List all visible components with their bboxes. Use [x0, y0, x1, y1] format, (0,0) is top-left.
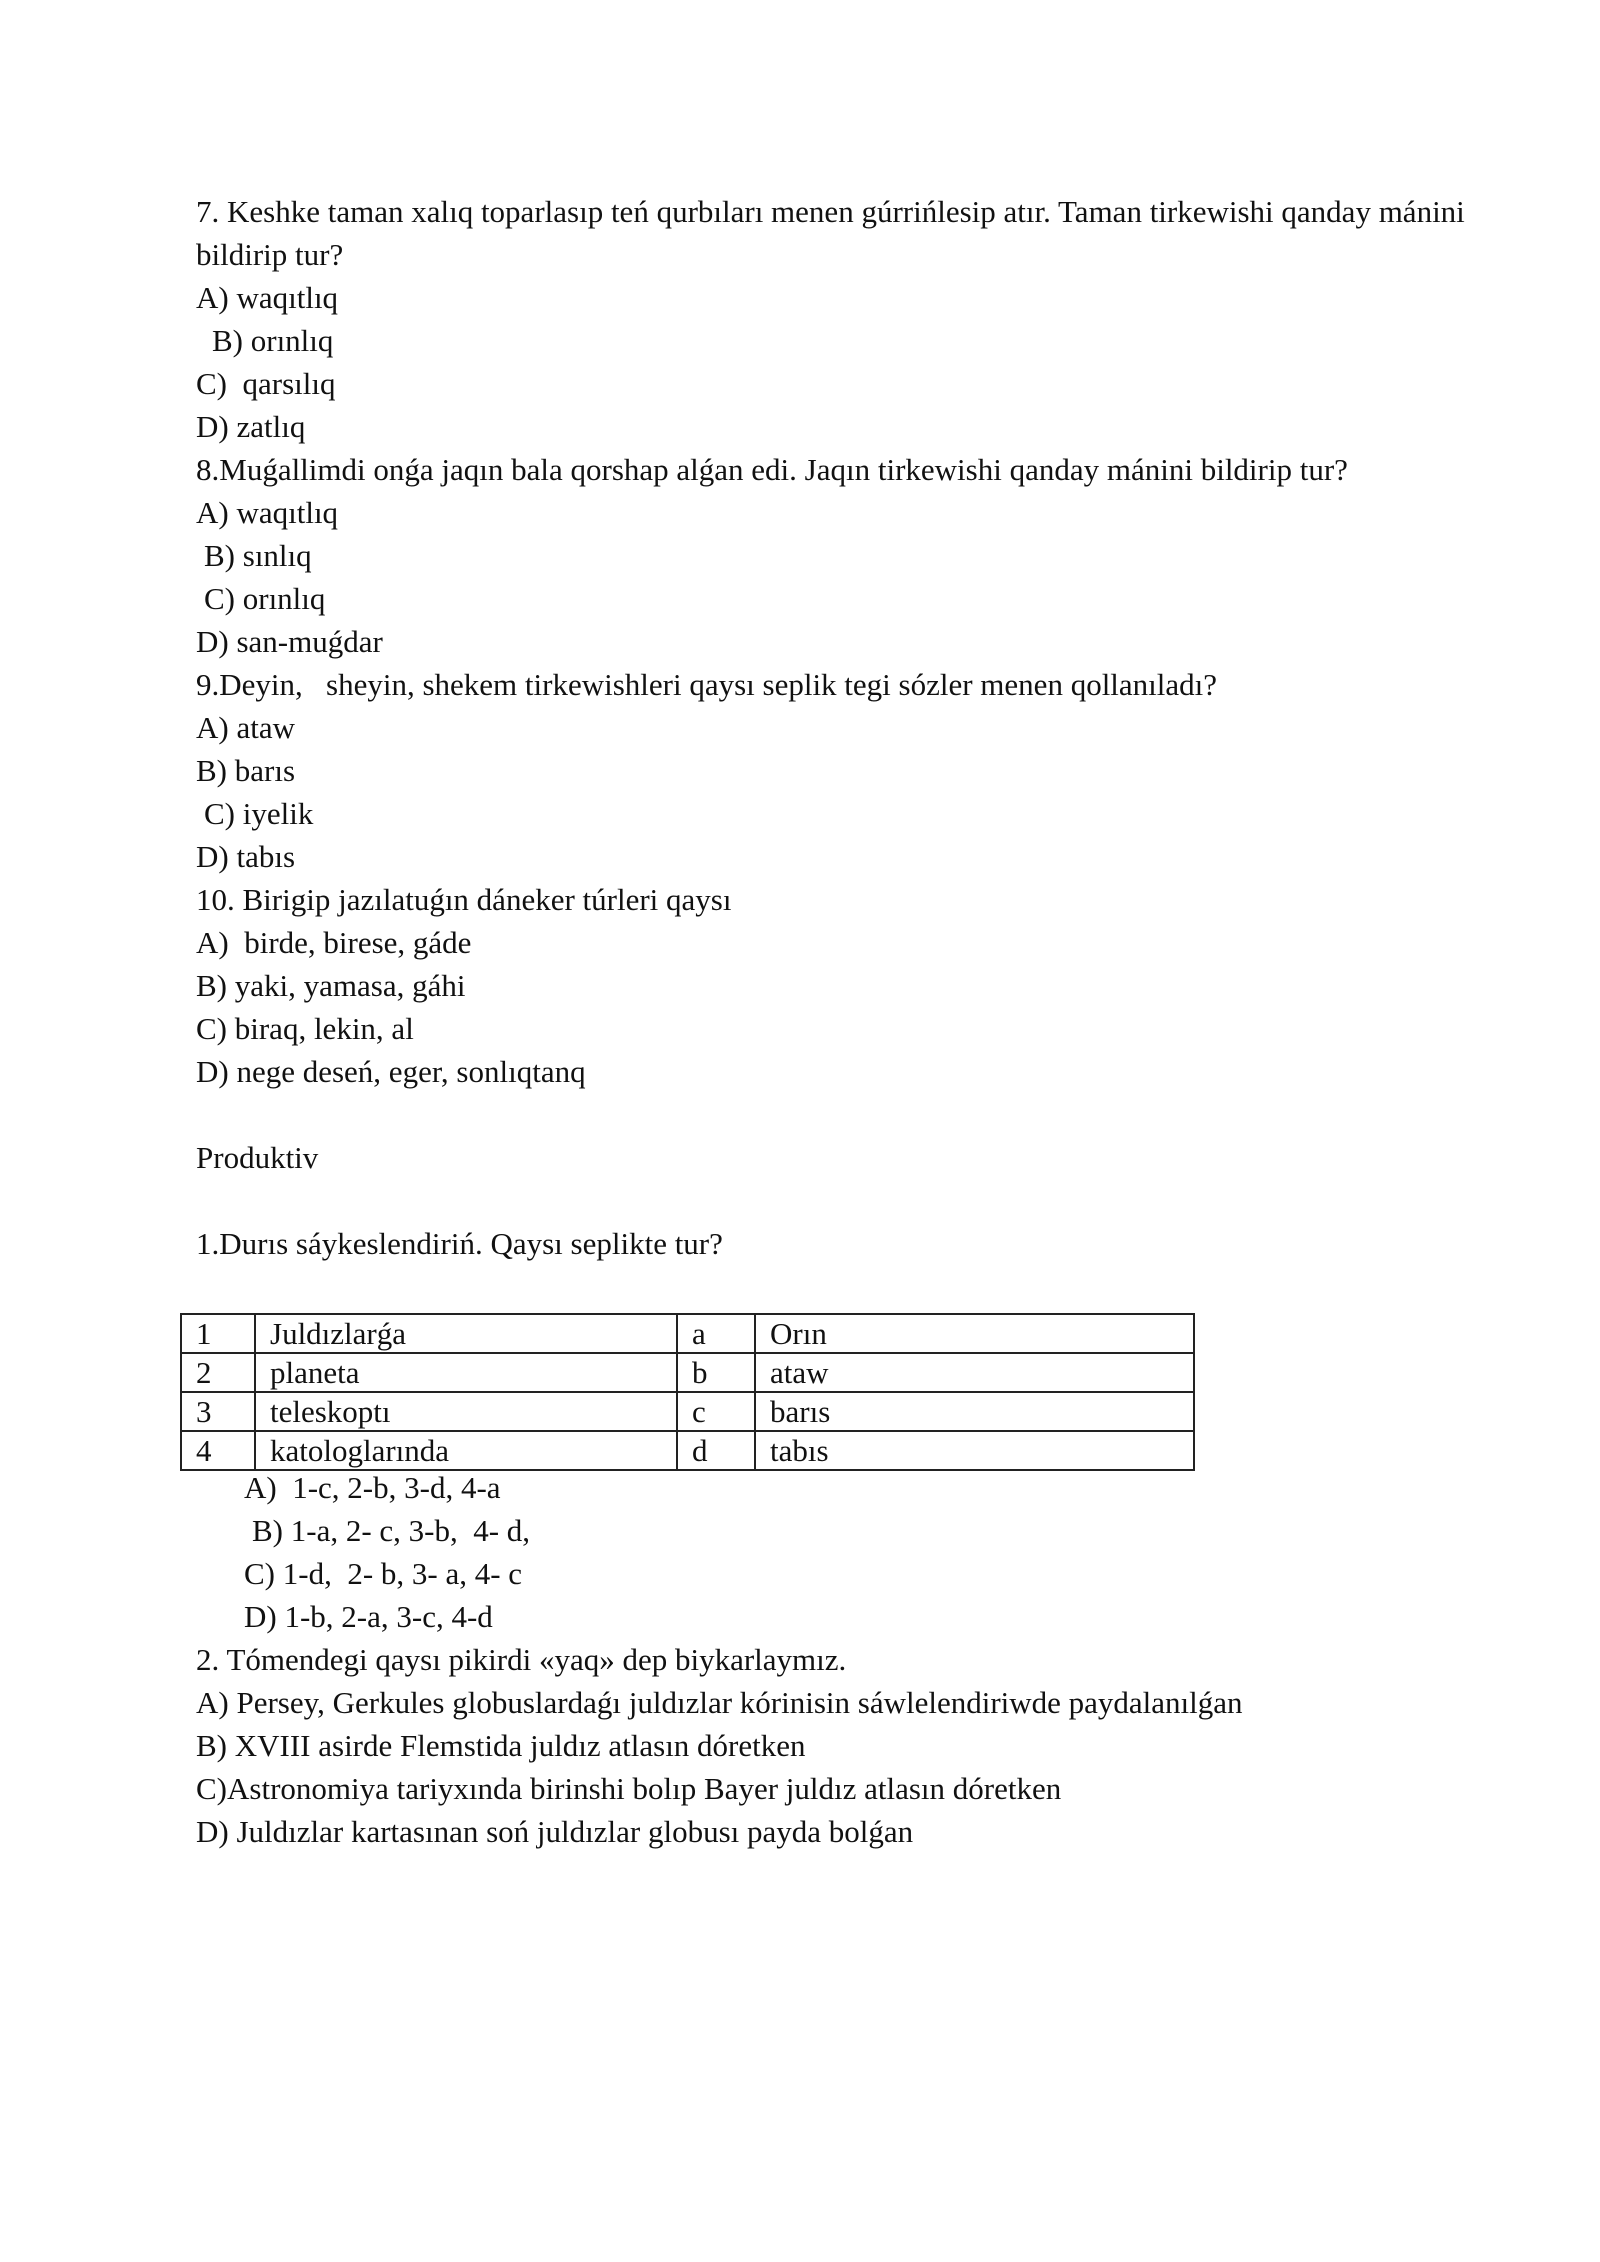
question-8-option-a: A) waqıtlıq [196, 495, 339, 530]
table-cell: a [677, 1314, 755, 1353]
spacer [196, 1179, 1536, 1222]
table-row [181, 1392, 1194, 1431]
question-10-option-b: B) yaki, yamasa, gáhi [196, 968, 466, 1003]
productive-question-2-option-b: B) XVIII asirde Flemstida juldız atlasın dóretken [196, 1728, 806, 1763]
question-10-option-c: C) biraq, lekin, al [196, 1011, 414, 1046]
question-9: 9.Deyin, sheyin, shekem tirkewishleri qaysı seplik tegi sózler menen qollanıladı? [196, 667, 1218, 702]
question-9-option-b: B) barıs [196, 753, 296, 788]
question-7-option-b: B) orınlıq [212, 323, 334, 358]
question-7-option-c: C) qarsılıq [196, 366, 336, 401]
question-10: 10. Birigip jazılatuǵın dáneker túrleri qaysı [196, 882, 732, 917]
question-10-option-d: D) nege deseń, eger, sonlıqtanq [196, 1054, 586, 1089]
table-cell: 3 [181, 1392, 255, 1431]
question-9-option-c: C) iyelik [204, 796, 314, 831]
table-cell: 1 [181, 1314, 255, 1353]
table-row [181, 1431, 1194, 1470]
table-cell: 2 [181, 1353, 255, 1392]
table-cell: teleskoptı [255, 1392, 677, 1431]
section-title: Produktiv [196, 1140, 319, 1175]
question-8-option-d: D) san-muǵdar [196, 624, 383, 659]
questions-block [196, 190, 1536, 1265]
spacer [196, 1093, 1536, 1136]
table-cell: Juldızlarǵa [255, 1314, 677, 1353]
table-cell: b [677, 1353, 755, 1392]
table-cell: d [677, 1431, 755, 1470]
table-cell: planeta [255, 1353, 677, 1392]
matching-table [180, 1313, 1195, 1471]
productive-question-1-option-c: C) 1-d, 2- b, 3- a, 4- c [244, 1556, 523, 1591]
question-7-option-d: D) zatlıq [196, 409, 306, 444]
productive-question-2-option-d: D) Juldızlar kartasınan soń juldızlar globusı payda bolǵan [196, 1814, 914, 1849]
productive-question-2-option-c: C)Astronomiya tariyxında birinshi bolıp Bayer juldız atlasın dóretken [196, 1771, 1062, 1806]
question-10-option-a: A) birde, birese, gáde [196, 925, 472, 960]
productive-question-1-option-b: B) 1-a, 2- c, 3-b, 4- d, [252, 1513, 531, 1548]
table-cell: c [677, 1392, 755, 1431]
question-8: 8.Muǵallimdi onǵa jaqın bala qorshap alǵan edi. Jaqın tirkewishi qanday mánini bildirip tur? [196, 452, 1348, 487]
question-7-option-a: A) waqıtlıq [196, 280, 339, 315]
question-8-option-b: B) sınlıq [204, 538, 312, 573]
productive-question-1-option-a: A) 1-c, 2-b, 3-d, 4-a [244, 1470, 501, 1505]
productive-question-1: 1.Durıs sáykeslendiriń. Qaysı seplikte tur? [196, 1226, 723, 1261]
productive-question-1-option-d: D) 1-b, 2-a, 3-c, 4-d [244, 1599, 493, 1634]
after-table-block [196, 1466, 1536, 1853]
table-cell: Orın [755, 1314, 1194, 1353]
table-row [181, 1314, 1194, 1353]
question-9-option-d: D) tabıs [196, 839, 296, 874]
table-cell: ataw [755, 1353, 1194, 1392]
question-8-option-c: C) orınlıq [204, 581, 326, 616]
question-7: 7. Keshke taman xalıq toparlasıp teń qurbıları menen gúrrińlesip atır. Taman tirkewishi qanday mánini bildirip tur? [196, 194, 1465, 272]
table-cell: katologlarında [255, 1431, 677, 1470]
table-row [181, 1353, 1194, 1392]
table-cell: 4 [181, 1431, 255, 1470]
question-9-option-a: A) ataw [196, 710, 295, 745]
table-cell: barıs [755, 1392, 1194, 1431]
productive-question-2-option-a: A) Persey, Gerkules globuslardaǵı juldızlar kórinisin sáwlelendiriwde paydalanılǵan [196, 1685, 1243, 1720]
productive-question-2: 2. Tómendegi qaysı pikirdi «yaq» dep biykarlaymız. [196, 1642, 847, 1677]
table-cell: tabıs [755, 1431, 1194, 1470]
